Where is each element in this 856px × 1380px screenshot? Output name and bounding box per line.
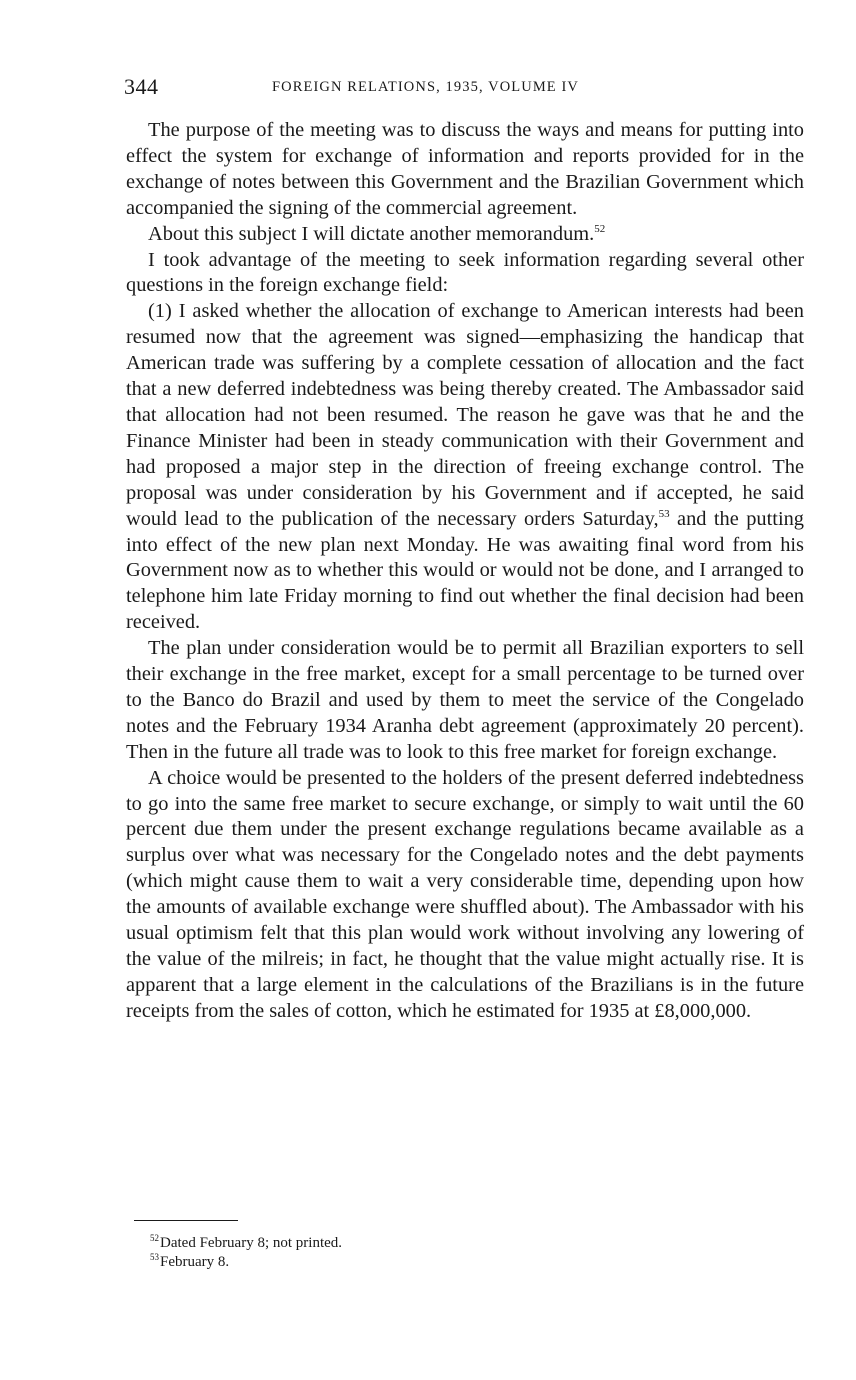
paragraph-purpose [126, 118, 804, 222]
paragraph-allocation [126, 299, 804, 636]
paragraph-text: (1) I asked whether the allocation of exchange to American interests had been resumed now that the agreement was signed—emphasizing the handicap that American trade was suffering by a complete cessation of allocation and the fact that a new deferred indebtedness was being thereby created. The Ambassador said that allocation had not been resumed. The reason he gave was that he and the Finance Minister had been in steady communication with their Government and had proposed a major step in the direction of freeing exchange control. The proposal was under consideration by his Government and if accepted, he said would lead to the publication of the necessary orders Saturday, [126, 300, 804, 530]
footnote-ref-52: 52 [594, 222, 606, 235]
footnote-text: February 8. [160, 1254, 230, 1270]
running-header [124, 74, 804, 104]
paragraph-text: The purpose of the meeting was to discuss the ways and means for putting into effect the system for exchange of information and reports provided for in the exchange of notes between this Government and the Brazilian Government which accompanied the signing of the commercial agreement. [126, 119, 804, 219]
footnote-ref-53: 53 [658, 507, 670, 520]
paragraph-text: About this subject I will dictate another memorandum. [148, 222, 595, 245]
footnote-mark: 53 [150, 1252, 159, 1262]
footnote-divider [134, 1220, 238, 1221]
body-text [126, 118, 804, 1025]
footnote-text: Dated February 8; not printed. [160, 1235, 343, 1251]
paragraph-memorandum [126, 222, 804, 248]
paragraph-text-continued: and the putting into effect of the new plan next Monday. He was awaiting final word from his Government now as to whether this would or would not be done, and I arranged to telephone him late Friday morning to find out whether the final decision had been received. [126, 507, 805, 634]
footnotes [150, 1234, 750, 1272]
paragraph-choice [126, 766, 804, 1025]
footnote-52 [150, 1234, 750, 1253]
paragraph-questions [126, 248, 804, 300]
footnote-mark: 52 [150, 1233, 159, 1243]
footnote-53 [150, 1253, 750, 1272]
page-number: 344 [124, 74, 159, 99]
paragraph-text: I took advantage of the meeting to seek information regarding several other questions in the foreign exchange field: [126, 248, 804, 297]
paragraph-text: The plan under consideration would be to permit all Brazilian exporters to sell their exchange in the free market, except for a small percentage to be turned over to the Banco do Brazil and used by them to meet the service of the Congelado notes and the February 1934 Aranha debt agreement (approximately 20 percent). Then in the future all trade was to look to this free market for foreign exchange. [126, 637, 804, 763]
paragraph-text: A choice would be presented to the holders of the present deferred indebtedness to go into the same free market to secure exchange, or simply to wait until the 60 percent due them under the present exchange regulations became available as a surplus over what was necessary for the Congelado notes and the debt payments (which might cause them to wait a very considerable time, depending upon how the amounts of available exchange were shuffled about). The Ambassador with his usual optimism felt that this plan would work without involving any lowering of the value of the milreis; in fact, he thought that the value might actually rise. It is apparent that a large element in the calculations of the Brazilians is in the future receipts from the sales of cotton, which he estimated for 1935 at £8,000,000. [126, 766, 804, 1022]
running-title: FOREIGN RELATIONS, 1935, VOLUME IV [272, 79, 579, 95]
paragraph-plan [126, 636, 804, 766]
